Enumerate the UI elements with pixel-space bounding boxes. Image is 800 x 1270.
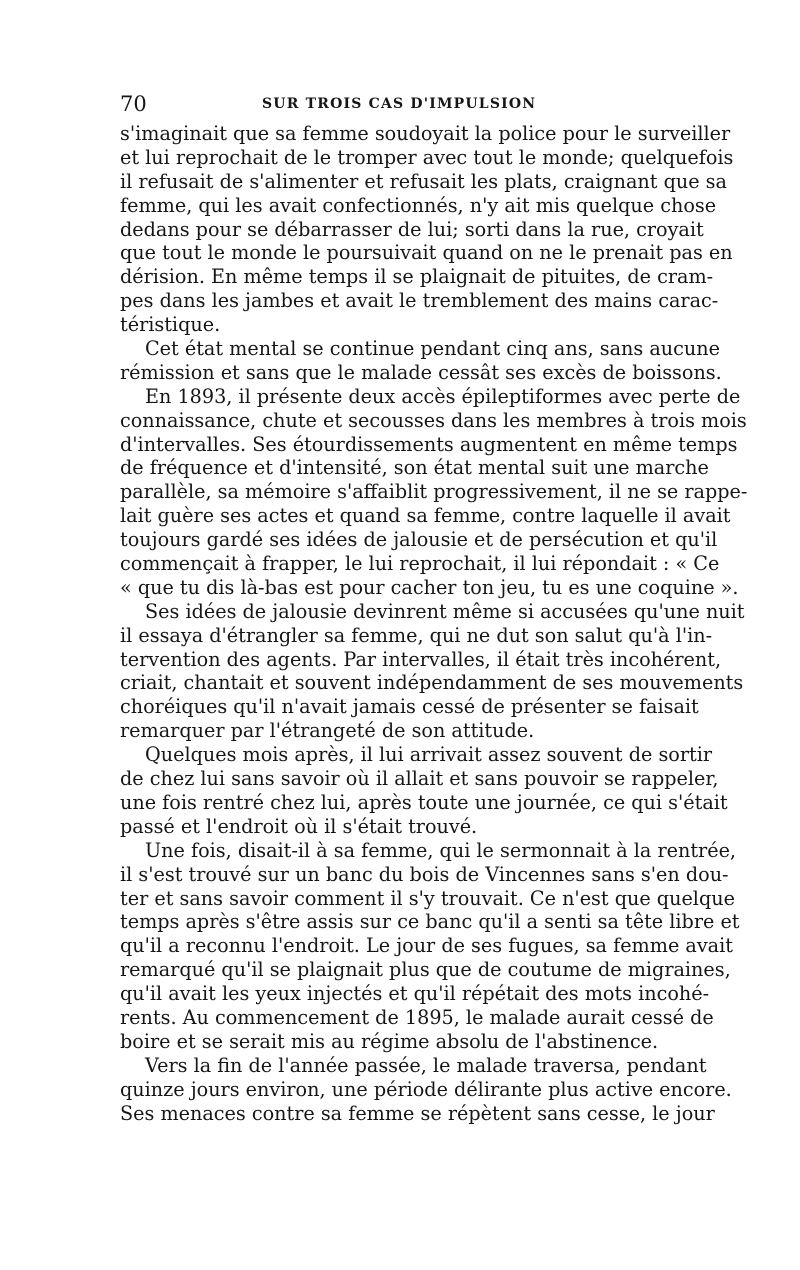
running-head-title: SUR TROIS CAS D'IMPULSION bbox=[262, 96, 537, 112]
text-line: d'intervalles. Ses étourdissements augmentent en même temps bbox=[120, 432, 738, 456]
text-line: il refusait de s'alimenter et refusait les plats, craignant que sa bbox=[120, 169, 727, 193]
body-text bbox=[120, 122, 748, 1125]
text-line: Vers la fin de l'année passée, le malade traversa, pendant bbox=[145, 1053, 707, 1077]
text-line: s'imaginait que sa femme soudoyait la police pour le surveiller bbox=[120, 122, 731, 145]
text-line: femme, qui les avait confectionnés, n'y ait mis quelque chose bbox=[120, 193, 717, 217]
text-line: dérision. En même temps il se plaignait de pituites, de cram- bbox=[120, 265, 714, 289]
text-line: dedans pour se débarrasser de lui; sorti dans la rue, croyait bbox=[120, 217, 704, 241]
text-line: tervention des agents. Par intervalles, il était très incohérent, bbox=[120, 647, 722, 671]
text-line: commençait à frapper, le lui reprochait, il lui répondait : « Ce bbox=[120, 552, 720, 576]
text-line: qu'il avait les yeux injectés et qu'il répétait des mots incohé- bbox=[120, 982, 710, 1006]
text-line: parallèle, sa mémoire s'affaiblit progressivement, il ne se rappe- bbox=[120, 480, 748, 504]
text-line: il s'est trouvé sur un banc du bois de Vincennes sans s'en dou- bbox=[120, 862, 729, 886]
text-line: téristique. bbox=[120, 313, 221, 337]
text-line: Cet état mental se continue pendant cinq ans, sans aucune bbox=[145, 337, 720, 361]
page-number: 70 bbox=[120, 92, 147, 116]
text-line: rents. Au commencement de 1895, le malade aurait cessé de bbox=[120, 1005, 714, 1029]
text-line: remarquer par l'étrangeté de son attitude. bbox=[120, 719, 535, 743]
text-line: toujours gardé ses idées de jalousie et de persécution et qu'il bbox=[120, 528, 718, 552]
text-line: temps après s'être assis sur ce banc qu'il a senti sa tête libre et bbox=[120, 910, 740, 934]
text-line: Ses menaces contre sa femme se répètent sans cesse, le jour bbox=[120, 1101, 715, 1125]
text-line: criait, chantait et souvent indépendamment de ses mouvements bbox=[120, 671, 744, 695]
text-line: une fois rentré chez lui, après toute une journée, ce qui s'était bbox=[120, 790, 728, 814]
text-line: En 1893, il présente deux accès épileptiformes avec perte de bbox=[145, 384, 741, 408]
text-line: choréiques qu'il n'avait jamais cessé de présenter se faisait bbox=[120, 695, 699, 719]
text-line: ter et sans savoir comment il s'y trouvait. Ce n'est que quelque bbox=[120, 886, 735, 910]
text-line: Une fois, disait-il à sa femme, qui le sermonnait à la rentrée, bbox=[145, 838, 737, 862]
text-line: connaissance, chute et secousses dans les membres à trois mois bbox=[120, 408, 747, 432]
text-line: passé et l'endroit où il s'était trouvé. bbox=[120, 814, 478, 838]
text-line: Quelques mois après, il lui arrivait assez souvent de sortir bbox=[145, 743, 713, 767]
text-line: quinze jours environ, une période délirante plus active encore. bbox=[120, 1077, 732, 1101]
text-line: qu'il a reconnu l'endroit. Le jour de ses fugues, sa femme avait bbox=[120, 934, 733, 958]
text-line: lait guère ses actes et quand sa femme, contre laquelle il avait bbox=[120, 504, 731, 528]
running-head bbox=[120, 92, 680, 116]
text-line: Ses idées de jalousie devinrent même si accusées qu'une nuit bbox=[145, 599, 745, 623]
text-line: « que tu dis là-bas est pour cacher ton jeu, tu es une coquine ». bbox=[120, 575, 739, 599]
text-line: de fréquence et d'intensité, son état mental suit une marche bbox=[120, 456, 709, 480]
text-line: remarqué qu'il se plaignait plus que de coutume de migraines, bbox=[120, 958, 731, 982]
text-line: il essaya d'étrangler sa femme, qui ne dut son salut qu'à l'in- bbox=[120, 623, 713, 647]
text-line: boire et se serait mis au régime absolu de l'abstinence. bbox=[120, 1029, 659, 1053]
text-line: et lui reprochait de le tromper avec tout le monde; quelquefois bbox=[120, 145, 734, 169]
text-line: de chez lui sans savoir où il allait et sans pouvoir se rappeler, bbox=[120, 767, 719, 791]
text-line: que tout le monde le poursuivait quand on ne le prenait pas en bbox=[120, 241, 733, 265]
text-line: rémission et sans que le malade cessât ses excès de boissons. bbox=[120, 360, 722, 384]
text-line: pes dans les jambes et avait le tremblement des mains carac- bbox=[120, 289, 719, 313]
